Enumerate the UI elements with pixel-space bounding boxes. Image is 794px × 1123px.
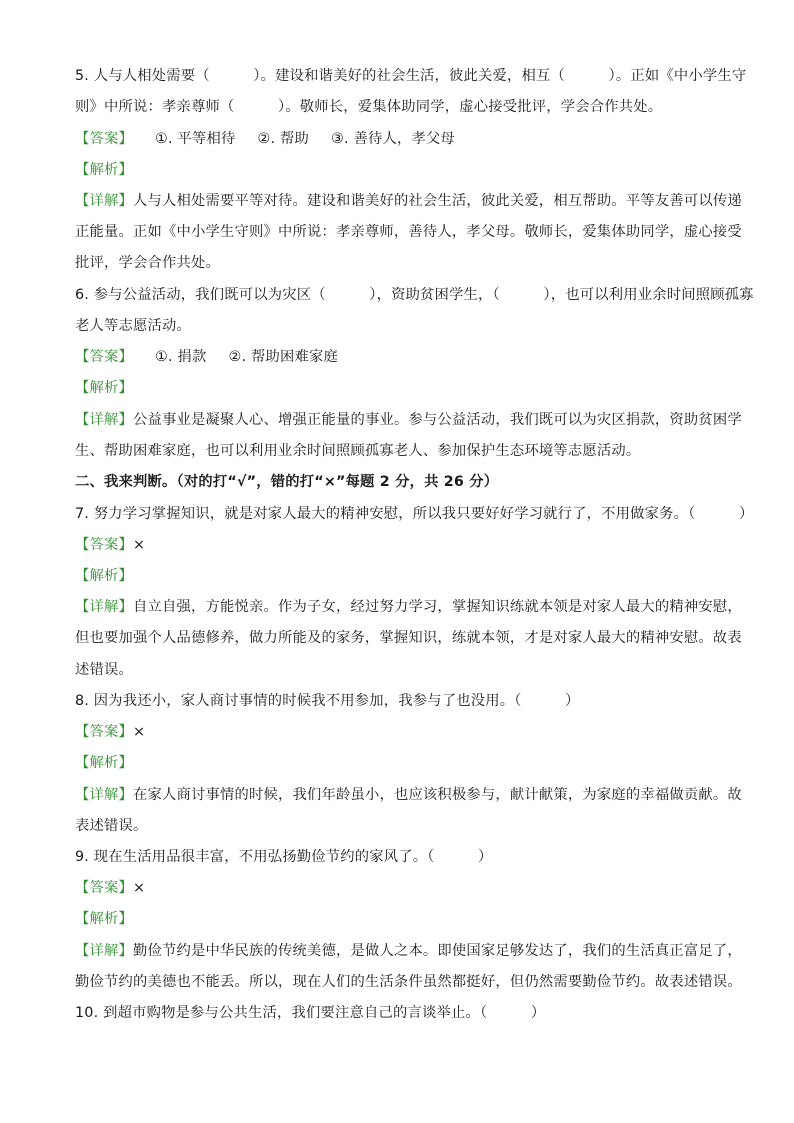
q5-detail-line-1 <box>75 191 742 211</box>
analysis-tag: 【解析】 <box>75 162 133 178</box>
q8-analysis-row <box>75 753 735 773</box>
q7-answer-row <box>75 535 735 555</box>
q5-answer-1: ①. 平等相待 <box>155 131 236 147</box>
q5-detail-line-3: 批评，学会合作共处。 <box>75 255 220 271</box>
q5-detail-line-2: 正能量。正如《中小学生守则》中所说：孝亲尊师，善待人，孝父母。敬师长，爱集体助同学，虚心接受 <box>75 224 742 240</box>
q9-detail-line-1 <box>75 941 742 961</box>
q10-question: 10. 到超市购物是参与公共生活，我们要注意自己的言谈举止。（ ） <box>75 1005 546 1021</box>
q7-detail-line-2: 但也要加强个人品德修养，做力所能及的家务，掌握知识，练就本领，才是对家人最大的精神安慰。故表 <box>75 630 742 646</box>
q5-answer-row <box>75 129 735 149</box>
q6-detail-line-2: 生、帮助困难家庭，也可以利用业余时间照顾孤寡老人、参加保护生态环境等志愿活动。 <box>75 443 641 459</box>
analysis-tag: 【解析】 <box>75 755 133 771</box>
q8-answer: × <box>133 724 146 740</box>
answer-tag: 【答案】 <box>75 724 133 740</box>
q7-detail-text: 自立自强，方能悦亲。作为子女，经过努力学习，掌握知识练就本领是对家人最大的精神安慰， <box>133 599 742 615</box>
q8-answer-row <box>75 722 735 742</box>
answer-tag: 【答案】 <box>75 537 133 553</box>
q9-analysis-row <box>75 909 735 929</box>
q6-answer-1: ①. 捐款 <box>155 349 207 365</box>
q5-line-1: 5. 人与人相处需要（ ）。建设和谐美好的社会生活，彼此关爱，相互（ ）。正如《中小学生守 <box>75 68 747 84</box>
q5-answer-2: ②. 帮助 <box>257 131 309 147</box>
section-2-heading: 二、我来判断。（对的打“√”，错的打“×”每题 2 分，共 26 分） <box>75 474 499 490</box>
q8-detail-line-2: 表述错误。 <box>75 818 148 834</box>
q6-analysis-row <box>75 378 735 398</box>
q6-line-2: 老人等志愿活动。 <box>75 318 191 334</box>
q8-detail-line-1 <box>75 785 742 805</box>
answer-tag: 【答案】 <box>75 131 133 147</box>
q5-answer-3: ③. 善待人，孝父母 <box>331 131 455 147</box>
q8-detail-text: 在家人商讨事情的时候，我们年龄虽小，也应该积极参与，献计献策，为家庭的幸福做贡献。故 <box>133 787 742 803</box>
analysis-tag: 【解析】 <box>75 380 133 396</box>
detail-tag: 【详解】 <box>75 599 133 615</box>
q7-answer: × <box>133 537 146 553</box>
q7-analysis-row <box>75 566 735 586</box>
q9-question: 9. 现在生活用品很丰富，不用弘扬勤俭节约的家风了。（ ） <box>75 849 493 865</box>
detail-tag: 【详解】 <box>75 787 133 803</box>
q6-line-1: 6. 参与公益活动，我们既可以为灾区（ ），资助贫困学生，（ ），也可以利用业余时间照顾孤寡 <box>75 287 754 303</box>
q8-question: 8. 因为我还小，家人商讨事情的时候我不用参加，我参与了也没用。（ ） <box>75 693 580 709</box>
detail-tag: 【详解】 <box>75 943 133 959</box>
q6-detail-text: 公益事业是凝聚人心、增强正能量的事业。参与公益活动，我们既可以为灾区捐款，资助贫困学 <box>133 412 742 428</box>
answer-tag: 【答案】 <box>75 880 133 896</box>
q7-detail-line-1 <box>75 597 742 617</box>
analysis-tag: 【解析】 <box>75 911 133 927</box>
detail-tag: 【详解】 <box>75 412 133 428</box>
detail-tag: 【详解】 <box>75 193 133 209</box>
q5-line-2: 则》中所说：孝亲尊师（ ）。敬师长，爱集体助同学，虚心接受批评，学会合作共处。 <box>75 99 663 115</box>
q7-detail-line-3: 述错误。 <box>75 662 133 678</box>
q9-answer-row <box>75 878 735 898</box>
q6-answer-2: ②. 帮助困难家庭 <box>228 349 338 365</box>
q9-detail-text: 勤俭节约是中华民族的传统美德，是做人之本。即使国家足够发达了，我们的生活真正富足了， <box>133 943 742 959</box>
q7-question: 7. 努力学习掌握知识，就是对家人最大的精神安慰，所以我只要好好学习就行了，不用做家务。（ ） <box>75 506 754 522</box>
analysis-tag: 【解析】 <box>75 568 133 584</box>
q9-detail-line-2: 勤俭节约的美德也不能丢。所以，现在人们的生活条件虽然都挺好，但仍然需要勤俭节约。故表述错误。 <box>75 974 742 990</box>
q6-answer-row <box>75 347 735 367</box>
q5-analysis-row <box>75 160 735 180</box>
q9-answer: × <box>133 880 146 896</box>
q5-detail-text: 人与人相处需要平等对待。建设和谐美好的社会生活，彼此关爱，相互帮助。平等友善可以传递 <box>133 193 742 209</box>
q6-detail-line-1 <box>75 410 742 430</box>
answer-tag: 【答案】 <box>75 349 133 365</box>
